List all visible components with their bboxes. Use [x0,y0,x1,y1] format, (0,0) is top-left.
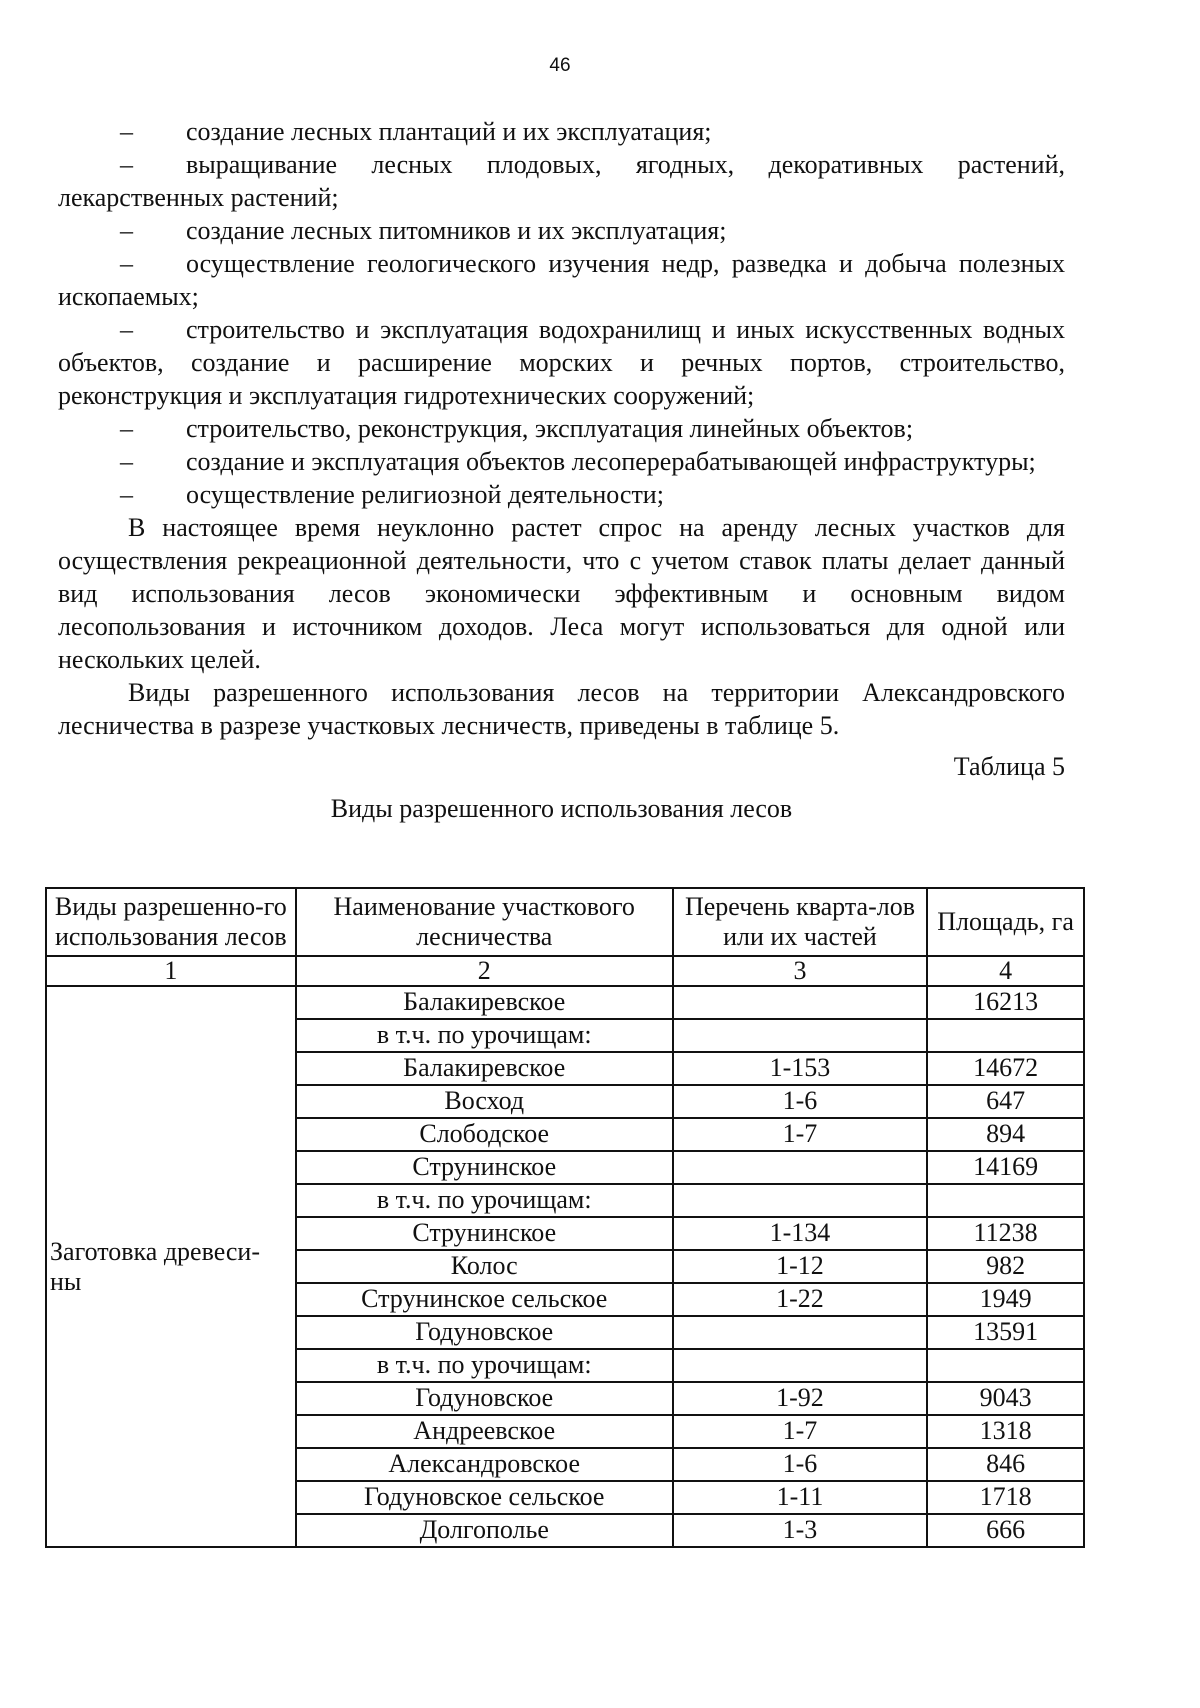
quarters-cell: 1-11 [673,1481,927,1514]
forestry-name-cell: Годуновское [296,1382,673,1415]
quarters-cell: 1-7 [673,1118,927,1151]
bullet-list [58,115,1065,511]
page-number: 46 [549,55,571,76]
usage-type-cell: Заготовка древеси-ны [46,986,296,1547]
quarters-cell: 1-153 [673,1052,927,1085]
bullet-item [58,412,1065,445]
quarters-cell [673,1316,927,1349]
bullet-text: создание лесных питомников и их эксплуатация; [186,216,727,245]
forestry-name-cell: Слободское [296,1118,673,1151]
area-cell: 11238 [927,1217,1084,1250]
bullet-text: осуществление религиозной деятельности; [186,480,664,509]
bullet-text: строительство, реконструкция, эксплуатация линейных объектов; [186,414,914,443]
quarters-cell: 1-3 [673,1514,927,1547]
area-cell: 894 [927,1118,1084,1151]
area-cell [927,1349,1084,1382]
forestry-name-cell: Балакиревское [296,986,673,1019]
quarters-cell: 1-92 [673,1382,927,1415]
bullet-item [58,247,1065,313]
column-number: 1 [46,956,296,986]
area-cell: 666 [927,1514,1084,1547]
area-cell: 9043 [927,1382,1084,1415]
header-forestry-name: Наименование участкового лесничества [296,888,673,956]
area-cell: 14672 [927,1052,1084,1085]
area-cell: 1949 [927,1283,1084,1316]
bullet-item [58,478,1065,511]
area-cell: 982 [927,1250,1084,1283]
bullet-dash: – [120,447,133,476]
quarters-cell: 1-7 [673,1415,927,1448]
bullet-dash: – [120,249,133,278]
bullet-dash: – [120,216,133,245]
column-number: 3 [673,956,927,986]
area-cell: 846 [927,1448,1084,1481]
area-cell: 14169 [927,1151,1084,1184]
bullet-text: создание лесных плантаций и их эксплуатация; [186,117,712,146]
area-cell: 16213 [927,986,1084,1019]
area-cell: 1718 [927,1481,1084,1514]
bullet-text: создание и эксплуатация объектов лесоперерабатывающей инфраструктуры; [186,447,1036,476]
bullet-item [58,445,1065,478]
quarters-cell: 1-6 [673,1085,927,1118]
quarters-cell: 1-12 [673,1250,927,1283]
table-row [46,986,1084,1019]
header-usage-type: Виды разрешенно-го использования лесов [46,888,296,956]
bullet-item [58,148,1065,214]
bullet-dash: – [120,480,133,509]
forestry-name-cell: Андреевское [296,1415,673,1448]
header-quarters: Перечень кварта-лов или их частей [673,888,927,956]
quarters-cell [673,1184,927,1217]
bullet-text: осуществление геологического изучения недр, разведка и добыча полезных ископаемых; [58,249,1065,311]
forest-usage-table [45,887,1085,1548]
quarters-cell [673,986,927,1019]
forestry-name-cell: Струнинское [296,1151,673,1184]
bullet-dash: – [120,414,133,443]
forestry-name-cell: Струнинское сельское [296,1283,673,1316]
paragraph: Виды разрешенного использования лесов на территории Александровского лесничества в разрезе участковых лесничеств, приведены в таблице 5. [58,678,1065,740]
bullet-text: строительство и эксплуатация водохранилищ и иных искусственных водных объектов, создание и расширение морских и речных портов, строительство, реконструкция и эксплуатация гидротехнических сооружений; [58,315,1065,410]
forestry-name-cell: Годуновское сельское [296,1481,673,1514]
forestry-name-cell: в т.ч. по урочищам: [296,1349,673,1382]
bullet-dash: – [120,117,133,146]
forestry-name-cell: Годуновское [296,1316,673,1349]
forestry-name-cell: Струнинское [296,1217,673,1250]
bullet-item [58,214,1065,247]
table-body [46,986,1084,1547]
bullet-dash: – [120,315,133,344]
quarters-cell: 1-6 [673,1448,927,1481]
forestry-name-cell: Колос [296,1250,673,1283]
quarters-cell [673,1151,927,1184]
column-number-row [46,956,1084,986]
forestry-name-cell: Балакиревское [296,1052,673,1085]
forestry-name-cell: в т.ч. по урочищам: [296,1019,673,1052]
quarters-cell: 1-134 [673,1217,927,1250]
forestry-name-cell: Александровское [296,1448,673,1481]
bullet-dash: – [120,150,133,179]
area-cell [927,1019,1084,1052]
column-number: 2 [296,956,673,986]
bullet-item [58,313,1065,412]
area-cell [927,1184,1084,1217]
forestry-name-cell: Восход [296,1085,673,1118]
area-cell: 647 [927,1085,1084,1118]
column-number: 4 [927,956,1084,986]
document-body [58,115,1065,833]
table-label: Таблица 5 [953,752,1065,781]
area-cell: 1318 [927,1415,1084,1448]
bullet-item [58,115,1065,148]
bullet-text: выращивание лесных плодовых, ягодных, декоративных растений, лекарственных растений; [58,150,1065,212]
table-header-row [46,888,1084,956]
quarters-cell [673,1349,927,1382]
area-cell: 13591 [927,1316,1084,1349]
forestry-name-cell: Долгополье [296,1514,673,1547]
paragraph: В настоящее время неуклонно растет спрос на аренду лесных участков для осуществления рекреационной деятельности, что с учетом ставок платы делает данный вид использования лесов экономически эффективным и основным видом лесопользования и источником доходов. Леса могут использоваться для одной или нескольких целей. [58,513,1065,674]
header-area: Площадь, га [927,888,1084,956]
quarters-cell [673,1019,927,1052]
table-title: Виды разрешенного использования лесов [330,794,793,823]
quarters-cell: 1-22 [673,1283,927,1316]
forestry-name-cell: в т.ч. по урочищам: [296,1184,673,1217]
